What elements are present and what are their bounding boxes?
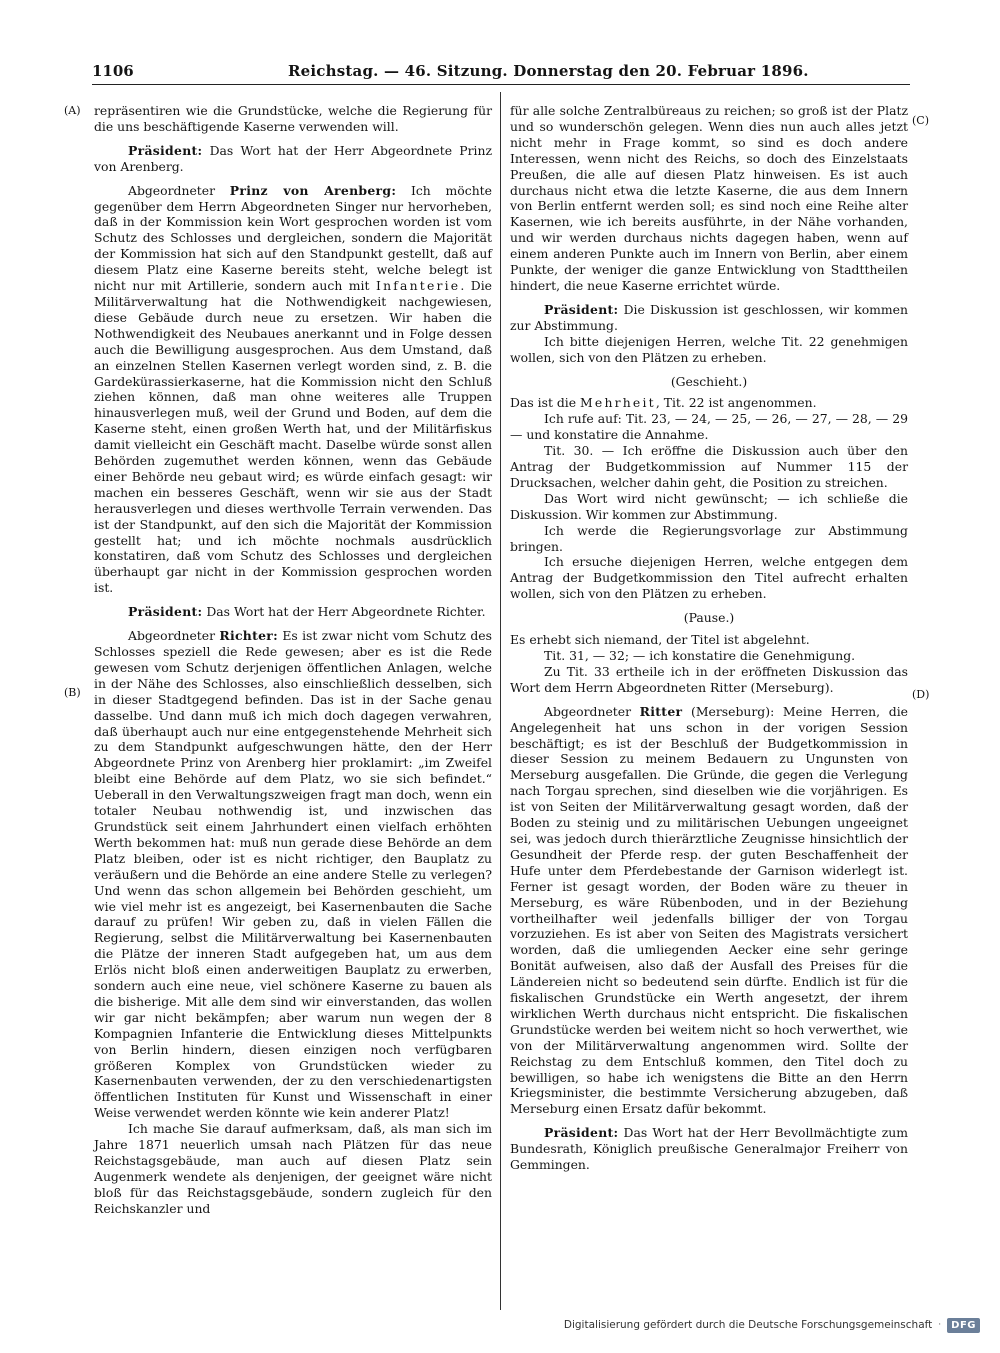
paragraph — [510, 704, 908, 1118]
speaker-name: Ritter — [639, 703, 683, 719]
right-column — [510, 103, 908, 1173]
paragraph: Ich ersuche diejenigen Herren, welche entgegen dem Antrag der Budgetkommission den Titel aufrecht erhalten wollen, sich von den Plätzen zu erheben. — [510, 554, 908, 602]
speaker-intro: Abgeordneter — [128, 628, 220, 644]
speaker-name: Präsident: — [128, 142, 203, 158]
paragraph — [510, 395, 908, 411]
header-rule — [92, 84, 910, 85]
paragraph — [510, 302, 908, 334]
paragraph: Tit. 31, — 32; — ich konstatire die Genehmigung. — [544, 648, 856, 663]
credit-text: Digitalisierung gefördert durch die Deutsche Forschungsgemeinschaft — [563, 1319, 933, 1331]
paragraph-text: Es ist zwar nicht vom Schutz des Schlosses speziell die Rede gewesen; aber es ist die Rede gewesen vom Schutz derjenigen öffentlichen Anlagen, welche in der Nähe des Schlosses, also einschließlich desselben, sich in dieser Stadtgegend befinden. Das ist in der Sache genau dasselbe. Und dann muß ich mich doch dagegen verwahren, daß überhaupt auch nur eine entgegenstehende Mehrheit sich zu dem Standpunkt aufgeschwungen hätte, den der Herr Abgeordnete Prinz von Arenberg hier proklamirt: „im Zweifel bleibt eine Behörde auf dem Platz, wo sie sich befindet.“ Ueberall in den Verwaltungszweigen fragt man doch, wenn ein totaler Neubau nothwendig ist, und inzwischen das Grundstück seit einem Jahrhundert einen vielfach erhöhten Werth bekommen hat: muß nun gerade diese Behörde an dem Platz bleiben, oder ist es nicht richtiger, den Bauplatz zu veräußern und die Behörde an eine andere Stelle zu verlegen? Und wenn das schon allgemein bei Behörden geschieht, um wie viel mehr ist es angezeigt, bei Kasernenbauten die Sache darauf zu prüfen! Wir geben zu, daß in vielen Fällen die Regierung, selbst die Militärverwaltung bei Kasernenbauten die Plätze der inneren Stadt aufgegeben hat, um aus dem Erlös nicht bloß einen anderweitigen Bauplatz zu erwerben, sondern auch eine neue, viel schönere Kaserne zu bauen als die bisherige. Mit alle dem sind wir einverstanden, das wollen wir gar nicht bekämpfen; aber warum nun wegen der 8 Kompagnien Infanterie die Entwicklung dieses Mittelpunkts von Berlin hindern, diesen einzigen noch verfügbaren größeren Komplex von Grundstücken wieder zu Kasernenbauten verwenden, der zu den verschiedenartigsten öffentlichen Instituten für Kunst und Wissenschaft in einer Weise verwendet werden könnte wie kein anderer Platz! — [94, 628, 492, 1121]
page-header — [92, 62, 910, 84]
speaker-intro: Abgeordneter — [128, 182, 230, 198]
speaker-name: Präsident: — [128, 604, 203, 620]
paragraph-text: Das Wort hat der Herr Bevollmächtigte zum Bundesrath, Königlich preußische Generalmajor Freiherr von Gemmingen. — [510, 1125, 908, 1173]
dfg-logo: DFG — [947, 1318, 980, 1333]
speaker-intro: Abgeordneter — [544, 703, 640, 719]
paragraph: Es erhebt sich niemand, der Titel ist abgelehnt. — [510, 632, 810, 648]
margin-mark-a: (A) — [64, 104, 81, 117]
speaker-name: Prinz von Arenberg: — [229, 182, 397, 198]
paragraph-text: Die Diskussion ist geschlossen, wir kommen zur Abstimmung. — [510, 301, 908, 333]
margin-mark-b: (B) — [64, 686, 81, 699]
paragraph: Tit. 30. — Ich eröffne die Diskussion auch über den Antrag der Budgetkommission auf Nummer 115 der Drucksachen, welcher dahin geht, die Position zu streichen. — [510, 443, 908, 490]
margin-mark-c: (C) — [912, 114, 929, 127]
paragraph: Ich werde die Regierungsvorlage zur Abstimmung bringen. — [510, 522, 908, 554]
paragraph — [94, 604, 492, 620]
paragraph: Zu Tit. 33 ertheile ich in der eröffneten Diskussion das Wort dem Herrn Abgeordneten Ritter (Merseburg). — [510, 663, 908, 695]
paragraph: Das Wort wird nicht gewünscht; — ich schließe die Diskussion. Wir kommen zur Abstimmung. — [510, 490, 908, 522]
paragraph: Ich rufe auf: Tit. 23, — 24, — 25, — 26, — 27, — 28, — 29 — und konstatire die Annahme. — [510, 411, 908, 443]
paragraph-text: . Die Militärverwaltung hat die Nothwendigkeit nachgewiesen, diese Gebäude durch neue zu ersetzen. Wir haben die Nothwendigkeit des Neubaues anerkannt und in Folge dessen auch die Bewilligung ausgesprochen. Aus dem Umstand, daß an einzelnen Stellen Kasernen verlegt worden sind, z. B. die Gardekürassierkaserne, hat die Kommission nicht den Schluß ziehen können, daß man ohne weiteres alle Truppen hinausverlegen muß, weil der Grund und Boden, auf dem die Kaserne steht, einen großen Werth hat, und der Militärfiskus damit vielleicht ein Geschäft macht. Daselbe würde sonst allen Behörden zugemuthet werden können, wenn das Gebäude einer Behörde neu gebaut wird; es würde einfach gesagt: wir machen ein besseres Geschäft, wenn wir sie aus der Stadt herausverlegen und dieses werthvolle Terrain verwenden. Das ist der Standpunkt, auf den sich die Majorität der Kommission gestellt hat; und ich möchte nochmals ausdrücklich konstatiren, daß vom Schutz des Schlosses und dergleichen überhaupt gar nicht in der Kommission gesprochen worden ist. — [94, 278, 492, 596]
emphasis-text: Infanterie — [375, 278, 461, 294]
paragraph — [94, 183, 492, 597]
column-divider — [500, 92, 501, 1310]
paragraph: repräsentiren wie die Grundstücke, welche die Regierung für die uns beschäftigende Kaserne verwenden will. — [94, 103, 492, 134]
left-column — [94, 103, 492, 1217]
paragraph: Ich bitte diejenigen Herren, welche Tit. 22 genehmigen wollen, sich von den Plätzen zu erheben. — [510, 333, 908, 365]
paragraph-text: Das Wort hat der Herr Abgeordnete Prinz von Arenberg. — [94, 142, 492, 174]
speaker-name: Präsident: — [544, 1125, 619, 1141]
stage-direction: (Pause.) — [683, 610, 735, 626]
speaker-name: Richter: — [219, 628, 279, 644]
margin-mark-d: (D) — [912, 688, 930, 701]
page-number: 1106 — [92, 62, 134, 80]
running-title: Reichstag. — 46. Sitzung. Donnerstag den 20. Februar 1896. — [288, 62, 809, 80]
paragraph — [510, 1125, 908, 1173]
emphasis-text: Mehrheit — [580, 395, 656, 411]
speaker-name: Präsident: — [544, 301, 619, 317]
paragraph-text: Ich möchte gegenüber dem Herrn Abgeordneten Singer nur hervorheben, daß in der Kommission kein Wort gesprochen worden ist vom Schutz des Schlosses und dergleichen, sondern die Majorität der Kommission hat sich auf den Standpunkt gestellt, daß auf diesem Platz eine Kaserne bereits steht, welche belegt ist nicht nur mit Artillerie, sondern auch mit — [94, 182, 492, 294]
paragraph — [94, 143, 492, 175]
credit-separator: · — [938, 1320, 942, 1330]
paragraph-text: Das Wort hat der Herr Abgeordnete Richter. — [202, 604, 486, 620]
paragraph — [94, 628, 492, 1121]
stage-direction: (Geschieht.) — [670, 373, 748, 389]
paragraph: Ich mache Sie darauf aufmerksam, daß, als man sich im Jahre 1871 neuerlich umsah nach Plätzen für das neue Reichstagsgebäude, man auch auf diesen Platz sein Augenmerk wendete als denjenigen, der geeignet wäre nicht bloß für das Reichstagsgebäude, sondern zugleich für den Reichskanzler und — [94, 1121, 492, 1216]
digitization-credit — [564, 1314, 980, 1336]
paragraph-text: Das ist die — [510, 395, 581, 411]
paragraph: für alle solche Zentralbüreaus zu reichen; so groß ist der Platz und so wunderschön gelegen. Wenn dies nun auch alles jetzt nicht mehr in Frage kommt, so sind es doch andere Interessen, wenn nicht des Reichs, so doch des Einzelstaats Preußen, die alle auf diesen Platz hinweisen. Es ist auch durchaus nicht etwa die letzte Kaserne, die aus dem Innern von Berlin entfernt werden soll; es sind noch eine Reihe alter Kasernen, wie ich bereits ausführte, in der Nähe vorhanden, und wir werden durchaus nichts dagegen haben, wenn auf einem anderen Punkte auch im Innern von Berlin, aber einem Punkte, der weniger die ganze Entwicklung von Stadttheilen hindert, die neue Kaserne errichtet würde. — [510, 103, 908, 293]
paragraph-text: (Merseburg): Meine Herren, die Angelegenheit hat uns schon in der vorigen Session beschäftigt; es ist der Beschluß der Budgetkommission in dieser Session zu meinem Bedauern zu Ungunsten von Merseburg ausgefallen. Die Gründe, die gegen die Verlegung nach Torgau sprechen, sind dieselben wie die vorjährigen. Es ist von Seiten der Militärverwaltung gesagt worden, daß der Boden zu steinig und zu militärischen Uebungen ungeeignet sei, was jedoch durch thierärztliche Zeugnisse hinsichtlich der Gesundheit der Pferde resp. der guten Beschaffenheit der Hufe unter dem Pferdebestande der Garnison widerlegt ist. Ferner ist gesagt worden, der Boden wäre zu theuer in Merseburg, es wäre Rübenboden, und in der Beziehung vortheilhafter weil jedenfalls billiger der von Torgau vorzuziehen. Es ist aber von Seiten des Magistrats versichert worden, daß die umliegenden Aecker eine sehr geringe Bonität aufweisen, also daß der Ausfall des Preises für die Ländereien nicht so bedeutend sein dürfte. Endlich ist für die fiskalischen Grundstücke ein Werth angesetzt, der ihrem wirklichen Werth durchaus nicht entspricht. Die fiskalischen Grundstücke werden bei weitem nicht so hoch verwerthet, wie von der Militärverwaltung angenommen wird. Sollte der Reichstag zu dem Entschluß kommen, den Titel doch zu bewilligen, so habe ich wenigstens die Bitte an den Herrn Kriegsminister, die bestimmte Versicherung abzugeben, daß Merseburg einen Ersatz dafür bekommt. — [510, 703, 908, 1117]
paragraph-text: , Tit. 22 ist angenommen. — [655, 395, 817, 411]
